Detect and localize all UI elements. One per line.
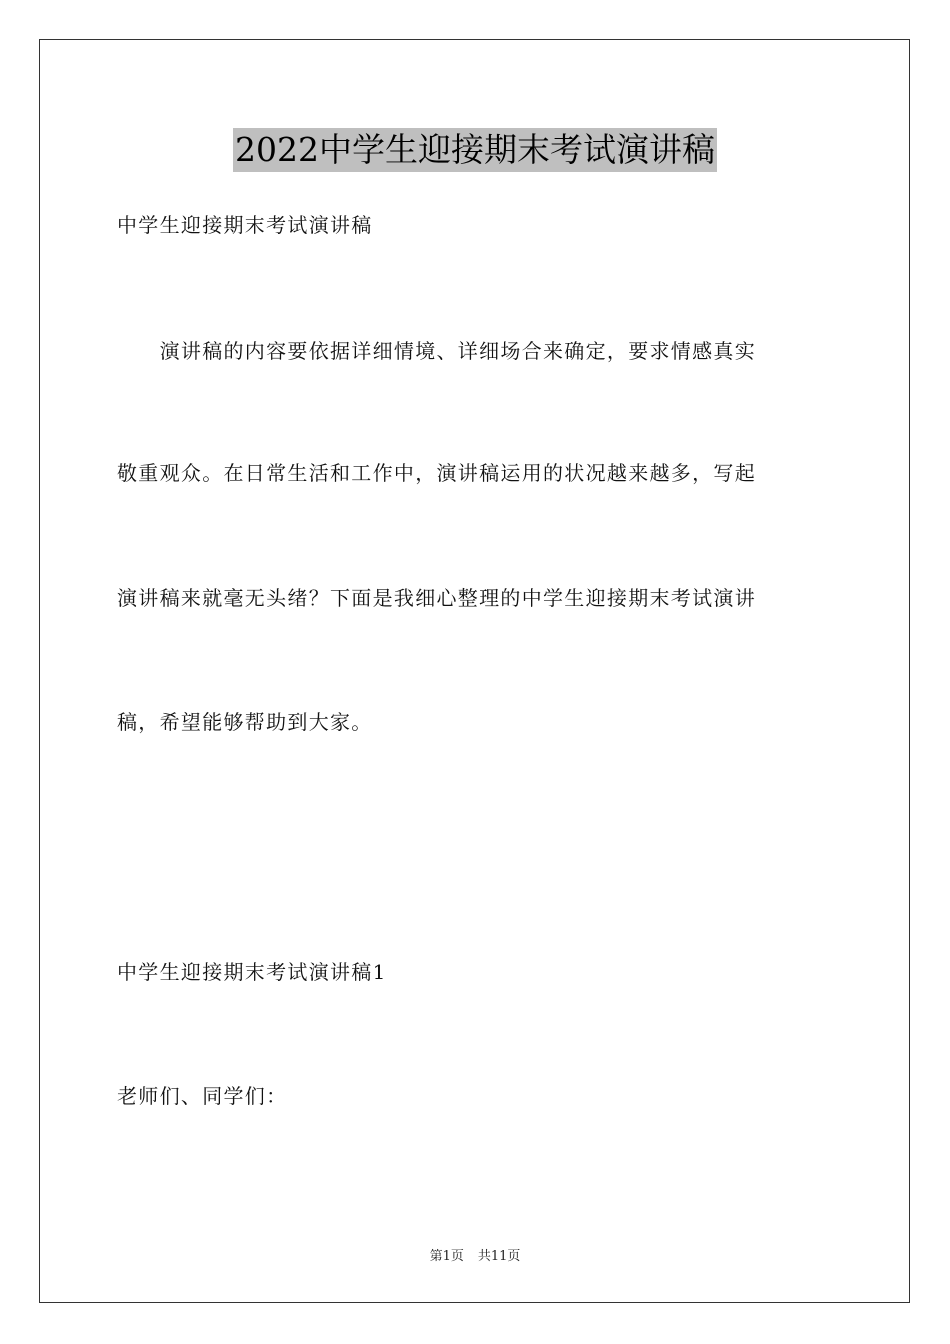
document-title: 2022中学生迎接期末考试演讲稿 [233, 128, 717, 172]
intro-line-2: 敬重观众。在日常生活和工作中，演讲稿运用的状况越来越多，写起 [117, 461, 756, 485]
greeting-line: 老师们、同学们： [117, 1084, 288, 1108]
intro-line-3: 演讲稿来就毫无头绪？下面是我细心整理的中学生迎接期末考试演讲 [117, 586, 756, 610]
page-total: 共11页 [477, 1249, 521, 1264]
intro-line-1: 演讲稿的内容要依据详细情境、详细场合来确定，要求情感真实 [117, 339, 756, 363]
page-footer [0, 1248, 950, 1266]
intro-line-4: 稿，希望能够帮助到大家。 [117, 710, 373, 734]
title-container [0, 128, 950, 172]
document-subtitle: 中学生迎接期末考试演讲稿 [117, 213, 373, 237]
page-number: 第1页 [429, 1249, 464, 1264]
section-heading: 中学生迎接期末考试演讲稿1 [117, 960, 387, 984]
